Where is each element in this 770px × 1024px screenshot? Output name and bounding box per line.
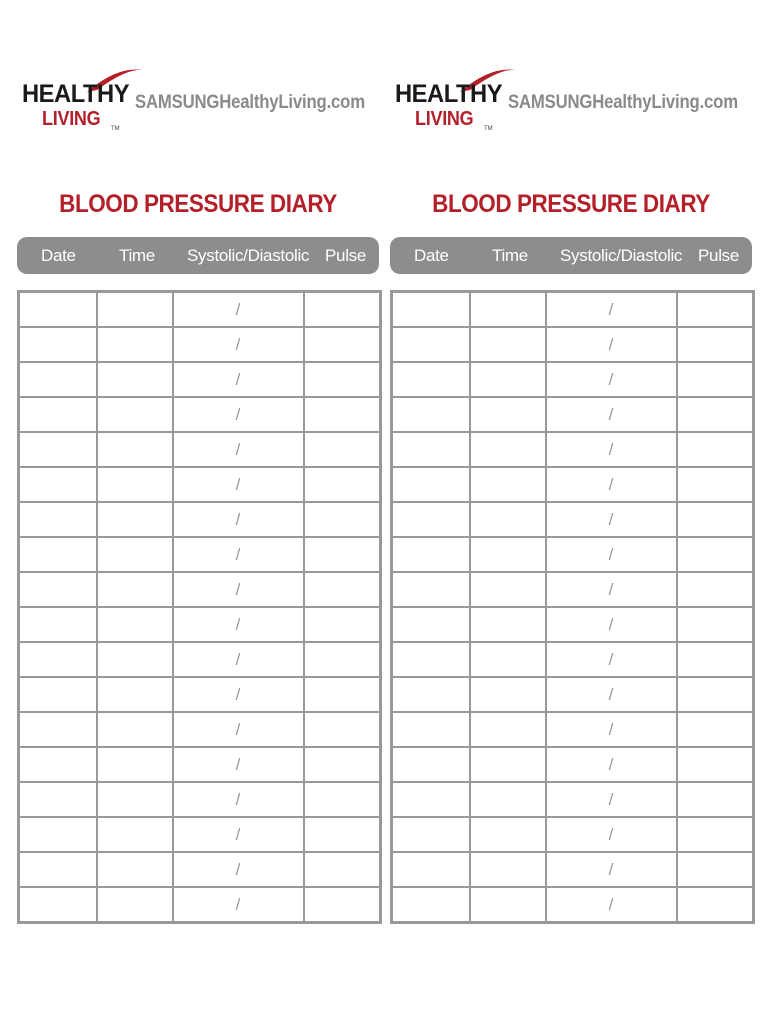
bp-separator: /	[608, 859, 614, 879]
pulse-cell[interactable]	[304, 502, 381, 537]
time-cell[interactable]	[470, 607, 546, 642]
systolic-diastolic-cell[interactable]	[546, 642, 677, 677]
pulse-cell[interactable]	[677, 852, 754, 887]
pulse-cell[interactable]	[304, 607, 381, 642]
systolic-diastolic-cell[interactable]	[173, 642, 304, 677]
pulse-cell[interactable]	[677, 677, 754, 712]
diary-title: BLOOD PRESSURE DIARY	[59, 190, 337, 218]
pulse-cell[interactable]	[304, 852, 381, 887]
systolic-diastolic-cell[interactable]	[546, 887, 677, 923]
pulse-cell[interactable]	[677, 642, 754, 677]
date-cell[interactable]	[19, 747, 97, 782]
time-cell[interactable]	[470, 817, 546, 852]
pulse-cell[interactable]	[304, 572, 381, 607]
pulse-cell[interactable]	[304, 817, 381, 852]
systolic-diastolic-cell[interactable]	[546, 782, 677, 817]
systolic-diastolic-cell[interactable]	[546, 432, 677, 467]
bp-separator: /	[608, 299, 614, 319]
pulse-cell[interactable]	[304, 782, 381, 817]
systolic-diastolic-cell[interactable]	[173, 572, 304, 607]
date-cell[interactable]	[19, 782, 97, 817]
time-cell[interactable]	[470, 642, 546, 677]
table-row	[19, 502, 381, 537]
date-cell[interactable]	[392, 397, 470, 432]
logo-word-healthy: HEALTHY	[395, 80, 503, 108]
systolic-diastolic-cell[interactable]	[546, 572, 677, 607]
bp-separator: /	[608, 439, 614, 459]
diary-panel-left	[17, 0, 379, 1024]
systolic-diastolic-cell[interactable]	[546, 327, 677, 362]
table-row	[392, 782, 754, 817]
bp-separator: /	[608, 474, 614, 494]
table-row	[19, 887, 381, 923]
systolic-diastolic-cell[interactable]	[546, 712, 677, 747]
table-row	[19, 467, 381, 502]
time-cell[interactable]	[97, 747, 173, 782]
systolic-diastolic-cell[interactable]	[173, 747, 304, 782]
date-cell[interactable]	[392, 747, 470, 782]
table-row	[392, 467, 754, 502]
healthy-living-logo	[390, 64, 510, 136]
pulse-cell[interactable]	[677, 537, 754, 572]
systolic-diastolic-cell[interactable]	[546, 747, 677, 782]
date-cell[interactable]	[19, 327, 97, 362]
date-cell[interactable]	[392, 852, 470, 887]
date-cell[interactable]	[392, 292, 470, 328]
bp-separator: /	[608, 894, 614, 914]
date-cell[interactable]	[392, 607, 470, 642]
pulse-cell[interactable]	[304, 292, 381, 328]
bp-separator: /	[235, 474, 241, 494]
time-cell[interactable]	[97, 467, 173, 502]
time-cell[interactable]	[470, 712, 546, 747]
systolic-diastolic-cell[interactable]	[173, 817, 304, 852]
time-cell[interactable]	[470, 467, 546, 502]
systolic-diastolic-cell[interactable]	[173, 677, 304, 712]
time-cell[interactable]	[470, 677, 546, 712]
column-header-bar	[17, 237, 379, 274]
bp-separator: /	[608, 544, 614, 564]
logo-trademark: TM	[111, 126, 120, 132]
pulse-cell[interactable]	[677, 607, 754, 642]
table-row	[392, 747, 754, 782]
date-cell[interactable]	[19, 852, 97, 887]
pulse-cell[interactable]	[677, 817, 754, 852]
systolic-diastolic-cell[interactable]	[173, 607, 304, 642]
date-cell[interactable]	[392, 817, 470, 852]
bp-separator: /	[235, 789, 241, 809]
date-cell[interactable]	[392, 887, 470, 923]
systolic-diastolic-cell[interactable]	[546, 397, 677, 432]
systolic-diastolic-cell[interactable]	[173, 712, 304, 747]
table-row	[392, 852, 754, 887]
column-header-time: Time	[492, 246, 528, 265]
bp-separator: /	[235, 579, 241, 599]
time-cell[interactable]	[97, 292, 173, 328]
table-row	[19, 362, 381, 397]
table-row	[392, 397, 754, 432]
pulse-cell[interactable]	[304, 642, 381, 677]
column-header-time: Time	[119, 246, 155, 265]
date-cell[interactable]	[19, 712, 97, 747]
pulse-cell[interactable]	[677, 292, 754, 328]
pulse-cell[interactable]	[304, 327, 381, 362]
bp-separator: /	[235, 824, 241, 844]
date-cell[interactable]	[19, 677, 97, 712]
pulse-cell[interactable]	[304, 467, 381, 502]
table-row	[19, 817, 381, 852]
time-cell[interactable]	[470, 887, 546, 923]
time-cell[interactable]	[97, 397, 173, 432]
table-row	[19, 852, 381, 887]
time-cell[interactable]	[470, 292, 546, 328]
date-cell[interactable]	[392, 537, 470, 572]
pulse-cell[interactable]	[304, 362, 381, 397]
bp-separator: /	[608, 824, 614, 844]
systolic-diastolic-cell[interactable]	[173, 397, 304, 432]
table-row	[19, 677, 381, 712]
column-header-systolic-diastolic: Systolic/Diastolic	[560, 246, 683, 265]
bp-separator: /	[608, 684, 614, 704]
date-cell[interactable]	[19, 502, 97, 537]
systolic-diastolic-cell[interactable]	[546, 607, 677, 642]
table-row	[19, 432, 381, 467]
time-cell[interactable]	[97, 502, 173, 537]
date-cell[interactable]	[392, 642, 470, 677]
pulse-cell[interactable]	[677, 397, 754, 432]
time-cell[interactable]	[97, 677, 173, 712]
diary-panel-right	[390, 0, 752, 1024]
table-row	[392, 327, 754, 362]
time-cell[interactable]	[470, 747, 546, 782]
time-cell[interactable]	[470, 502, 546, 537]
date-cell[interactable]	[392, 327, 470, 362]
bp-separator: /	[235, 754, 241, 774]
bp-separator: /	[235, 859, 241, 879]
date-cell[interactable]	[19, 537, 97, 572]
table-row	[392, 537, 754, 572]
systolic-diastolic-cell[interactable]	[173, 782, 304, 817]
logo-word-healthy: HEALTHY	[22, 80, 130, 108]
time-cell[interactable]	[97, 432, 173, 467]
column-header-pulse: Pulse	[325, 246, 367, 265]
date-cell[interactable]	[19, 572, 97, 607]
column-header-date: Date	[414, 246, 449, 265]
bp-separator: /	[235, 684, 241, 704]
date-cell[interactable]	[392, 467, 470, 502]
table-row	[19, 327, 381, 362]
table-row	[392, 502, 754, 537]
table-row	[392, 677, 754, 712]
pulse-cell[interactable]	[304, 887, 381, 923]
table-row	[392, 572, 754, 607]
date-cell[interactable]	[19, 887, 97, 923]
time-cell[interactable]	[470, 537, 546, 572]
systolic-diastolic-cell[interactable]	[173, 432, 304, 467]
table-row	[392, 607, 754, 642]
bp-separator: /	[608, 579, 614, 599]
table-row	[392, 817, 754, 852]
systolic-diastolic-cell[interactable]	[546, 502, 677, 537]
bp-separator: /	[608, 509, 614, 529]
bp-separator: /	[235, 894, 241, 914]
bp-separator: /	[235, 649, 241, 669]
systolic-diastolic-cell[interactable]	[546, 467, 677, 502]
bp-separator: /	[608, 789, 614, 809]
logo-word-living: LIVING	[415, 108, 474, 130]
date-cell[interactable]	[19, 362, 97, 397]
time-cell[interactable]	[97, 362, 173, 397]
time-cell[interactable]	[97, 712, 173, 747]
date-cell[interactable]	[19, 817, 97, 852]
logo-trademark: TM	[484, 126, 493, 132]
bp-separator: /	[235, 614, 241, 634]
site-url: SAMSUNGHealthyLiving.com	[135, 92, 365, 113]
systolic-diastolic-cell[interactable]	[173, 887, 304, 923]
pulse-cell[interactable]	[304, 677, 381, 712]
table-row	[19, 537, 381, 572]
site-url: SAMSUNGHealthyLiving.com	[508, 92, 738, 113]
healthy-living-logo	[17, 64, 137, 136]
pulse-cell[interactable]	[677, 432, 754, 467]
time-cell[interactable]	[97, 327, 173, 362]
pulse-cell[interactable]	[677, 782, 754, 817]
systolic-diastolic-cell[interactable]	[173, 362, 304, 397]
systolic-diastolic-cell[interactable]	[173, 327, 304, 362]
pulse-cell[interactable]	[677, 327, 754, 362]
date-cell[interactable]	[392, 712, 470, 747]
table-row	[19, 572, 381, 607]
pulse-cell[interactable]	[304, 747, 381, 782]
time-cell[interactable]	[470, 327, 546, 362]
pulse-cell[interactable]	[304, 712, 381, 747]
systolic-diastolic-cell[interactable]	[173, 852, 304, 887]
table-row	[392, 362, 754, 397]
pulse-cell[interactable]	[677, 467, 754, 502]
pulse-cell[interactable]	[677, 747, 754, 782]
column-header-bar	[390, 237, 752, 274]
time-cell[interactable]	[97, 782, 173, 817]
column-header-systolic-diastolic: Systolic/Diastolic	[187, 246, 310, 265]
time-cell[interactable]	[97, 887, 173, 923]
systolic-diastolic-cell[interactable]	[546, 817, 677, 852]
logo-word-living: LIVING	[42, 108, 101, 130]
systolic-diastolic-cell[interactable]	[173, 502, 304, 537]
time-cell[interactable]	[470, 432, 546, 467]
systolic-diastolic-cell[interactable]	[546, 852, 677, 887]
table-row	[19, 747, 381, 782]
systolic-diastolic-cell[interactable]	[546, 362, 677, 397]
date-cell[interactable]	[392, 362, 470, 397]
diary-title: BLOOD PRESSURE DIARY	[432, 190, 710, 218]
time-cell[interactable]	[97, 537, 173, 572]
time-cell[interactable]	[97, 607, 173, 642]
diary-grid	[17, 290, 382, 924]
bp-separator: /	[608, 369, 614, 389]
time-cell[interactable]	[97, 572, 173, 607]
table-row	[19, 292, 381, 328]
time-cell[interactable]	[97, 817, 173, 852]
pulse-cell[interactable]	[304, 432, 381, 467]
date-cell[interactable]	[19, 642, 97, 677]
bp-separator: /	[235, 334, 241, 354]
table-row	[19, 397, 381, 432]
table-row	[392, 642, 754, 677]
bp-separator: /	[235, 369, 241, 389]
table-row	[392, 887, 754, 923]
date-cell[interactable]	[19, 432, 97, 467]
time-cell[interactable]	[470, 782, 546, 817]
pulse-cell[interactable]	[677, 887, 754, 923]
systolic-diastolic-cell[interactable]	[173, 292, 304, 328]
time-cell[interactable]	[470, 397, 546, 432]
systolic-diastolic-cell[interactable]	[546, 677, 677, 712]
systolic-diastolic-cell[interactable]	[173, 537, 304, 572]
bp-separator: /	[608, 754, 614, 774]
bp-separator: /	[608, 404, 614, 424]
date-cell[interactable]	[19, 397, 97, 432]
date-cell[interactable]	[392, 677, 470, 712]
table-row	[19, 712, 381, 747]
systolic-diastolic-cell[interactable]	[546, 292, 677, 328]
time-cell[interactable]	[470, 572, 546, 607]
pulse-cell[interactable]	[677, 712, 754, 747]
date-cell[interactable]	[392, 572, 470, 607]
table-row	[19, 782, 381, 817]
table-row	[392, 712, 754, 747]
bp-separator: /	[608, 614, 614, 634]
date-cell[interactable]	[19, 607, 97, 642]
bp-separator: /	[235, 439, 241, 459]
date-cell[interactable]	[19, 292, 97, 328]
table-row	[19, 607, 381, 642]
bp-separator: /	[608, 334, 614, 354]
table-row	[19, 642, 381, 677]
pulse-cell[interactable]	[304, 397, 381, 432]
date-cell[interactable]	[19, 467, 97, 502]
bp-separator: /	[608, 719, 614, 739]
diary-grid	[390, 290, 755, 924]
bp-separator: /	[608, 649, 614, 669]
time-cell[interactable]	[97, 852, 173, 887]
systolic-diastolic-cell[interactable]	[546, 537, 677, 572]
time-cell[interactable]	[470, 362, 546, 397]
pulse-cell[interactable]	[304, 537, 381, 572]
pulse-cell[interactable]	[677, 572, 754, 607]
table-row	[392, 292, 754, 328]
column-header-date: Date	[41, 246, 76, 265]
bp-separator: /	[235, 404, 241, 424]
column-header-pulse: Pulse	[698, 246, 740, 265]
pulse-cell[interactable]	[677, 362, 754, 397]
bp-separator: /	[235, 299, 241, 319]
time-cell[interactable]	[97, 642, 173, 677]
date-cell[interactable]	[392, 502, 470, 537]
bp-separator: /	[235, 544, 241, 564]
time-cell[interactable]	[470, 852, 546, 887]
date-cell[interactable]	[392, 432, 470, 467]
table-row	[392, 432, 754, 467]
systolic-diastolic-cell[interactable]	[173, 467, 304, 502]
date-cell[interactable]	[392, 782, 470, 817]
bp-separator: /	[235, 719, 241, 739]
bp-separator: /	[235, 509, 241, 529]
pulse-cell[interactable]	[677, 502, 754, 537]
